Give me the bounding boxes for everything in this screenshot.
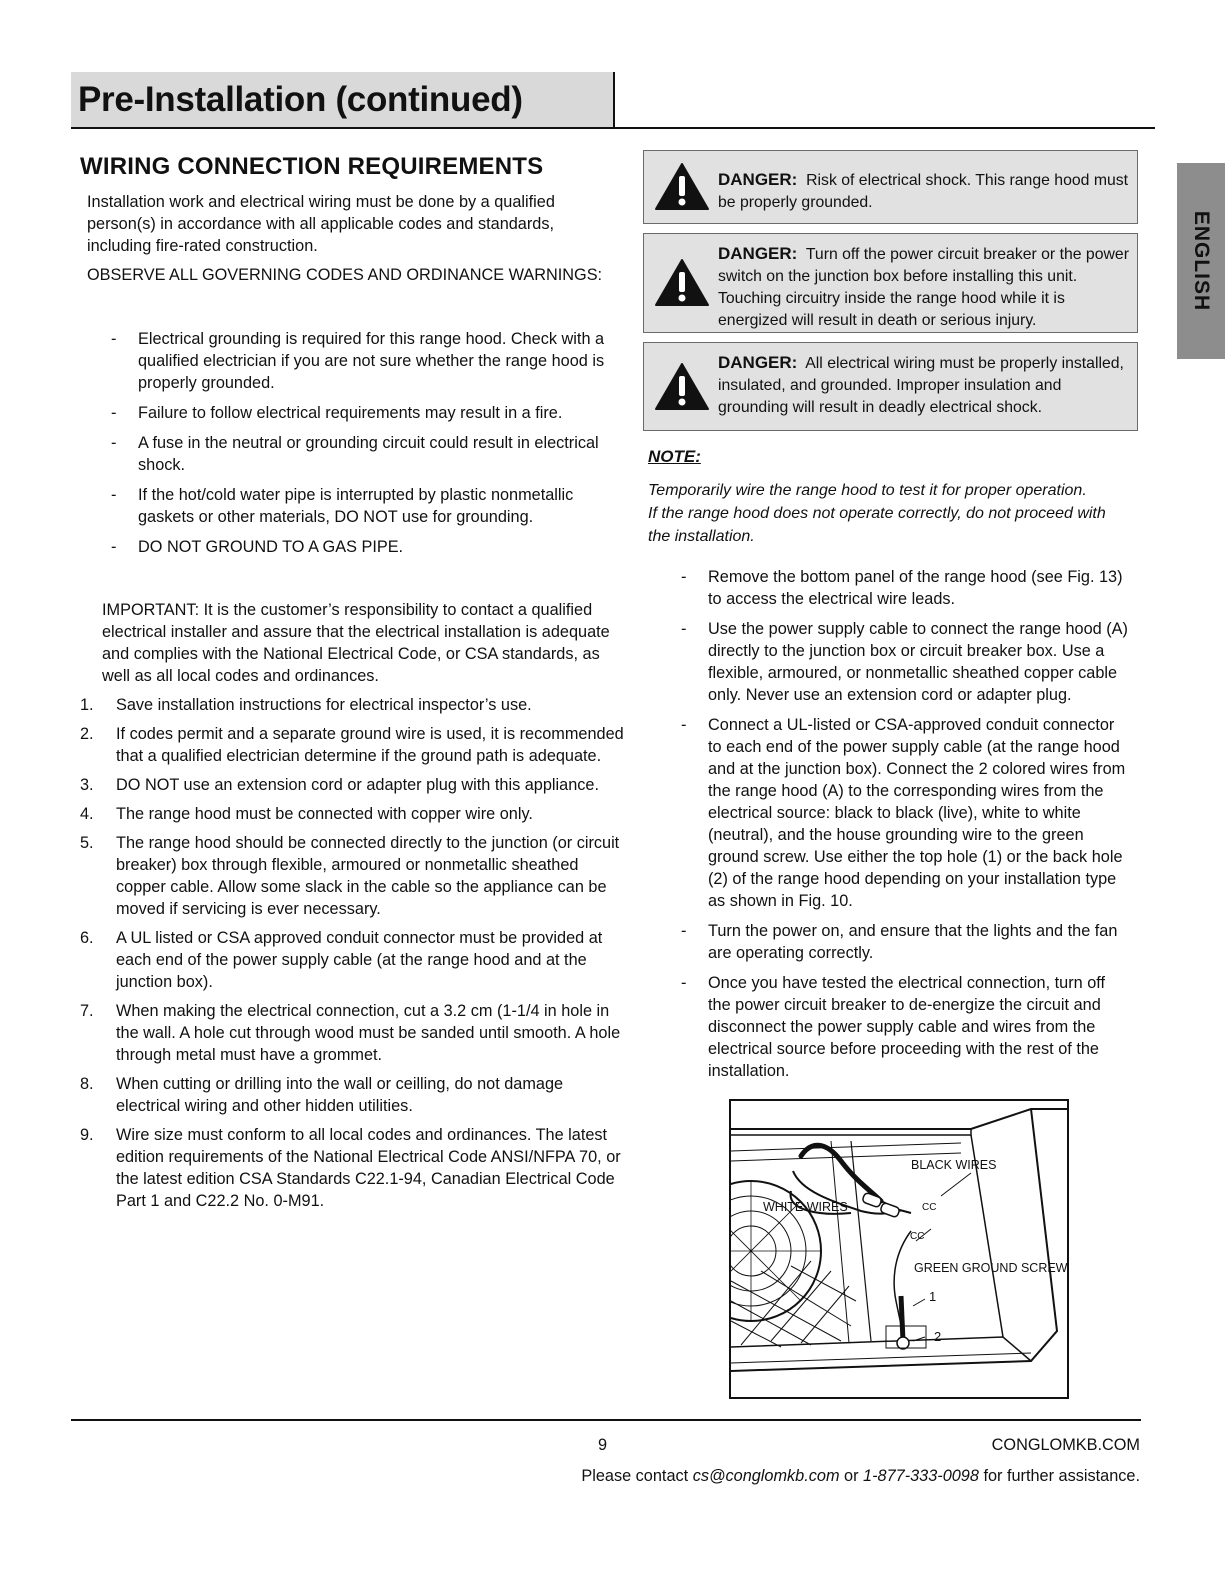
page-number: 9 <box>598 1436 608 1454</box>
list-item: 7. When making the electrical connection, cut a 3.2 cm (1-1/4 in hole in the wall. A hole cut through wood must be sanded until smooth. A hole through metal must have a grommet. <box>80 1002 621 1064</box>
list-item: 1. Save installation instructions for electrical inspector’s use. <box>80 696 532 714</box>
danger-text: DANGER: Risk of electrical shock. This range hood must be properly grounded. <box>718 170 1129 211</box>
note-text: Temporarily wire the range hood to test it for proper operation. If the range hood does not operate correctly, do not proceed with the installation. <box>648 482 1106 545</box>
email-link[interactable]: cs@conglomkb.com <box>692 1467 840 1485</box>
footer-rule <box>71 1419 1141 1421</box>
language-tab-label: ENGLISH <box>1190 210 1213 312</box>
list-item: 2. If codes permit and a separate ground wire is used, it is recommended that a qualified electrician determine if the ground path is adequate. <box>80 725 624 765</box>
warning-triangle-icon <box>654 162 710 212</box>
list-item: - A fuse in the neutral or grounding circuit could result in electrical shock. <box>111 434 599 474</box>
header-rule <box>71 127 1155 129</box>
list-item: 9. Wire size must conform to all local codes and ordinances. The latest edition requirements of the National Electrical Code ANSI/NFPA 70, or the latest edition CSA Standards C22.1-94, Canadian Electrical Code Part 1 and C22.2 No. 0-M91. <box>80 1126 621 1210</box>
intro-paragraph: Installation work and electrical wiring must be done by a qualified person(s) in accordance with all applicable codes and standards, including fire-rated construction. <box>87 193 555 255</box>
note-label: NOTE: <box>648 447 701 466</box>
white-wires-label: WHITE WIRES <box>763 1200 848 1214</box>
list-item: - Connect a UL-listed or CSA-approved conduit connector to each end of the power supply cable (at the range hood and at the junction box). Connect the 2 colored wires from the range hood (A) to the corresponding wires from the electrical source: black to black (live), white to white (neutral), and the house grounding wire to the green ground screw. Use either the top hole (1) or the back hole (2) of the range hood depending on your installation type as shown in Fig. 10. <box>681 716 1126 910</box>
numbered-list <box>80 694 625 1219</box>
wiring-illustration <box>731 1101 1067 1397</box>
danger-box <box>643 233 1138 333</box>
warning-triangle-icon <box>654 362 710 412</box>
list-item: - Turn the power on, and ensure that the lights and the fan are operating correctly. <box>681 922 1118 962</box>
list-item: 8. When cutting or drilling into the wall or ceilling, do not damage electrical wiring and other hidden utilities. <box>80 1075 564 1115</box>
page-title: Pre-Installation (continued) <box>78 80 523 119</box>
wiring-figure <box>729 1099 1069 1399</box>
danger-box <box>643 150 1138 224</box>
warning-bullet-list <box>106 328 626 566</box>
wire-nut-label: CC <box>922 1202 937 1213</box>
top-hole-number: 1 <box>929 1289 937 1304</box>
language-tab <box>1177 163 1225 359</box>
list-item: 3. DO NOT use an extension cord or adapter plug with this appliance. <box>80 776 599 794</box>
danger-text: DANGER: Turn off the power circuit breaker or the power switch on the junction box before installing this unit. Touching circuitry inside the range hood while it is energized will result in death or serious injury. <box>718 244 1129 329</box>
list-item: - Remove the bottom panel of the range hood (see Fig. 13) to access the electrical wire leads. <box>681 568 1123 608</box>
list-item: - Failure to follow electrical requirements may result in a fire. <box>111 404 563 422</box>
phone-number: 1-877-333-0098 <box>863 1467 979 1485</box>
contact-line: Please contact cs@conglomkb.com or 1-877-333-0098 for further assistance. <box>581 1467 1140 1485</box>
back-hole-number: 2 <box>934 1329 942 1344</box>
list-item: - Electrical grounding is required for this range hood. Check with a qualified electrician if you are not sure whether the range hood is properly grounded. <box>111 330 605 392</box>
observe-paragraph: OBSERVE ALL GOVERNING CODES AND ORDINANCE WARNINGS: <box>87 266 603 284</box>
list-item: 4. The range hood must be connected with copper wire only. <box>80 805 533 823</box>
list-item: - Once you have tested the electrical connection, turn off the power circuit breaker to de-energize the circuit and disconnect the power supply cable and wires from the electrical source before proceeding with the rest of the installation. <box>681 974 1106 1080</box>
list-item: - Use the power supply cable to connect the range hood (A) directly to the junction box or circuit breaker box. Use a flexible, armoured, or nonmetallic sheathed copper cable only. Never use an extension cord or adapter plug. <box>681 620 1128 704</box>
list-item: - DO NOT GROUND TO A GAS PIPE. <box>111 538 404 556</box>
list-item: 6. A UL listed or CSA approved conduit connector must be provided at each end of the power supply cable (at the range hood and at the junction box). <box>80 929 603 991</box>
black-wires-label: BLACK WIRES <box>911 1158 997 1172</box>
connection-steps-list <box>676 566 1131 1090</box>
green-ground-screw-label: GREEN GROUND SCREW <box>914 1261 1068 1275</box>
important-paragraph: IMPORTANT: It is the customer’s responsibility to contact a qualified electrical installer and assure that the electrical installation is adequate and complies with the National Electrical Code, or CSA standards, as well as all local codes and ordinances. <box>102 601 610 685</box>
website-link[interactable]: CONGLOMKB.COM <box>991 1436 1140 1454</box>
danger-box <box>643 342 1138 431</box>
list-item: 5. The range hood should be connected directly to the junction (or circuit breaker) box through flexible, armoured or nonmetallic sheathed copper cable. Allow some slack in the cable so the appliance can be moved if servicing is ever necessary. <box>80 834 620 918</box>
list-item: - If the hot/cold water pipe is interrupted by plastic nonmetallic gaskets or other materials, DO NOT use for grounding. <box>111 486 574 526</box>
section-heading: WIRING CONNECTION REQUIREMENTS <box>80 153 544 180</box>
warning-triangle-icon <box>654 258 710 308</box>
danger-text: DANGER: All electrical wiring must be properly installed, insulated, and grounded. Improper insulation and grounding will result in deadly electrical shock. <box>718 353 1124 416</box>
wire-nut-label: CC <box>910 1231 925 1242</box>
